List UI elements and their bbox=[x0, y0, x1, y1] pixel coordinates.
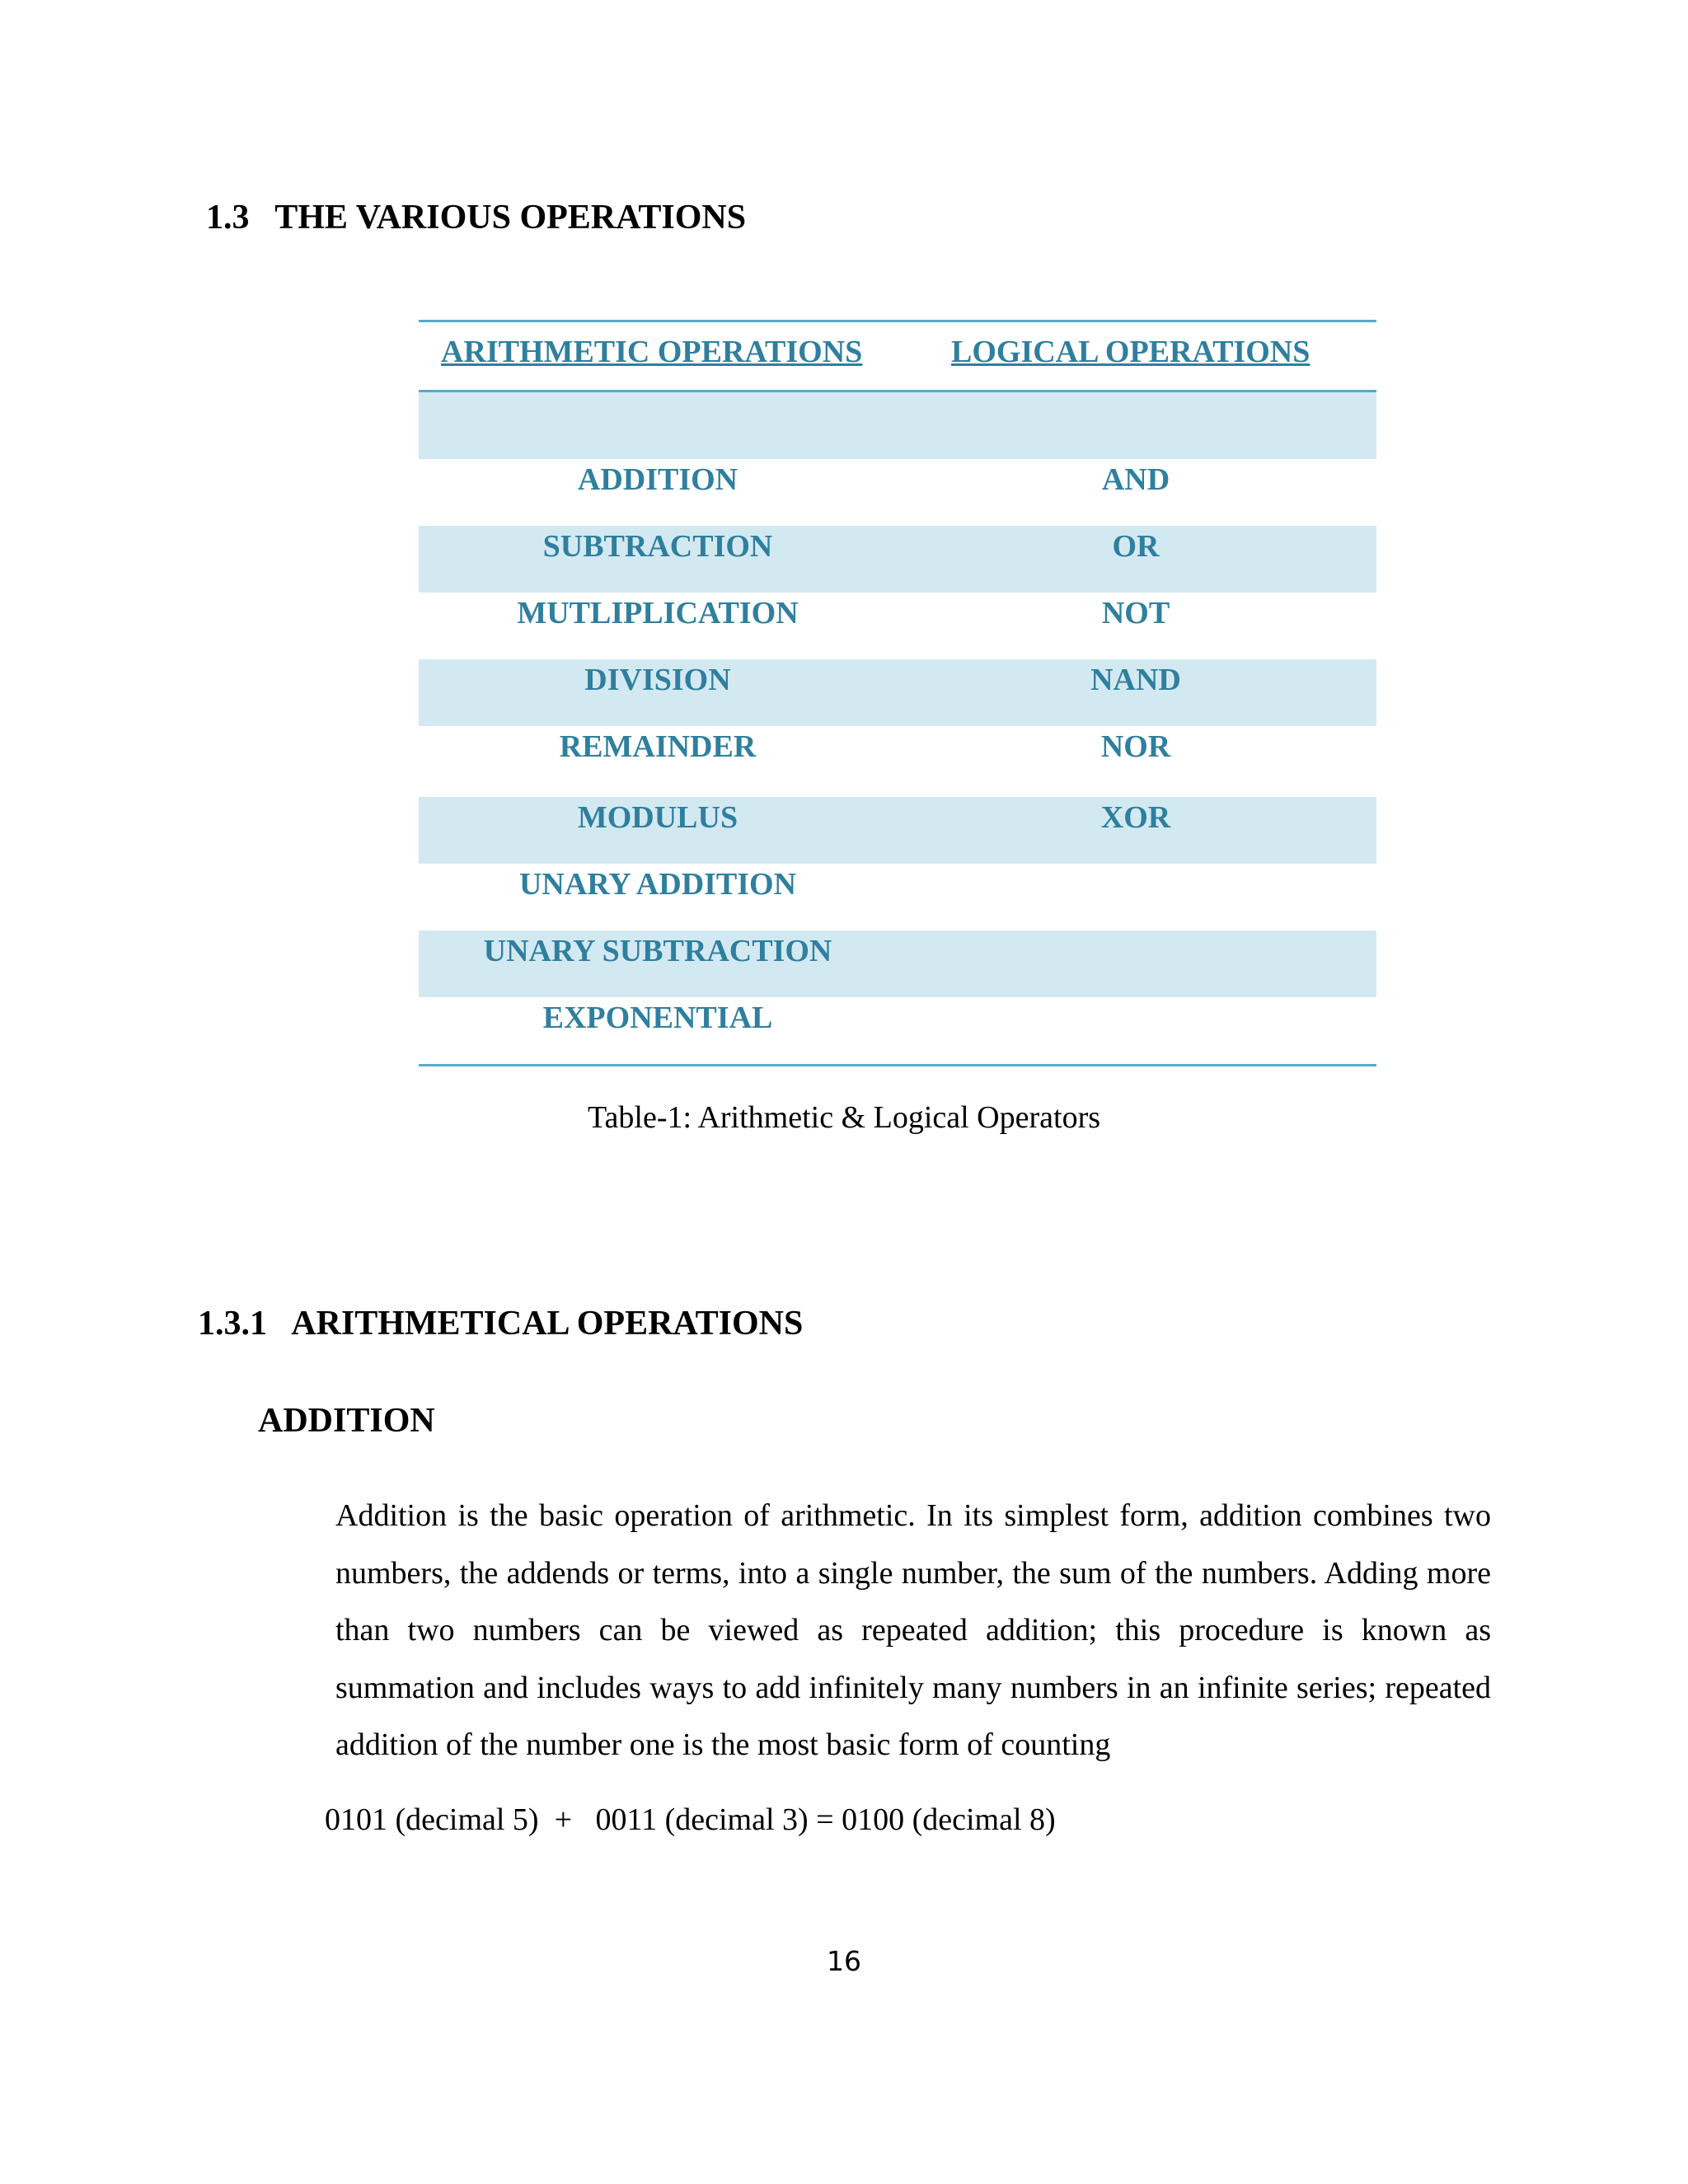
arithmetic-operation-cell: MUTLIPLICATION bbox=[517, 596, 799, 630]
table-caption: Table-1: Arithmetic & Logical Operators bbox=[587, 1100, 1101, 1135]
table-row bbox=[419, 593, 1376, 659]
logical-operation-cell: NAND bbox=[1090, 663, 1181, 697]
logical-operation-cell: NOR bbox=[1100, 729, 1171, 764]
logical-column-header: LOGICAL OPERATIONS bbox=[951, 335, 1311, 369]
logical-operation-cell: NOT bbox=[1101, 596, 1170, 630]
operations-table bbox=[419, 320, 1376, 1066]
subsection-number: 1.3.1 bbox=[198, 1305, 267, 1343]
arithmetic-operation-cell: REMAINDER bbox=[559, 729, 757, 764]
arithmetic-operation-cell: DIVISION bbox=[584, 663, 731, 697]
table-row bbox=[419, 997, 1376, 1064]
table-row bbox=[419, 797, 1376, 864]
addition-paragraph: Addition is the basic operation of arithmetic. In its simplest form, addition combines two numbers, the addends or terms, into a single number, the sum of the numbers. Adding more than two numbers can be viewed as repeated addition; this procedure is known as summation and includes ways to add infinitely many numbers in an infinite series; repeated addition of the number one is the most basic form of counting bbox=[335, 1498, 1491, 1762]
section-title: THE VARIOUS OPERATIONS bbox=[274, 199, 747, 237]
section-heading bbox=[206, 198, 746, 237]
arithmetic-operation-cell: SUBTRACTION bbox=[542, 529, 773, 564]
arithmetic-operation-cell: ADDITION bbox=[577, 462, 738, 497]
subsection-heading bbox=[198, 1304, 803, 1343]
arithmetic-column-header: ARITHMETIC OPERATIONS bbox=[441, 335, 863, 369]
logical-operation-cell: XOR bbox=[1100, 800, 1171, 835]
table-row bbox=[419, 459, 1376, 526]
table-row bbox=[419, 726, 1376, 797]
arithmetic-operation-cell: MODULUS bbox=[577, 800, 738, 835]
arithmetic-operation-cell: UNARY ADDITION bbox=[518, 867, 797, 902]
table-row bbox=[419, 864, 1376, 930]
logical-operation-cell: AND bbox=[1101, 462, 1170, 497]
subsection-title: ARITHMETICAL OPERATIONS bbox=[291, 1305, 804, 1343]
arithmetic-operation-cell: EXPONENTIAL bbox=[542, 1001, 773, 1035]
arithmetic-operation-cell: UNARY SUBTRACTION bbox=[483, 934, 832, 968]
logical-operation-cell: OR bbox=[1112, 529, 1160, 564]
table-body bbox=[419, 392, 1376, 1064]
table-header-row bbox=[419, 322, 1376, 392]
addition-heading: ADDITION bbox=[258, 1402, 435, 1440]
table-row bbox=[419, 659, 1376, 726]
section-number: 1.3 bbox=[206, 199, 250, 237]
table-row bbox=[419, 526, 1376, 593]
table-row bbox=[419, 392, 1376, 459]
table-row bbox=[419, 930, 1376, 997]
addition-example: 0101 (decimal 5) + 0011 (decimal 3) = 0100 (decimal 8) bbox=[325, 1802, 1056, 1837]
page-number: 16 bbox=[827, 1945, 861, 1977]
